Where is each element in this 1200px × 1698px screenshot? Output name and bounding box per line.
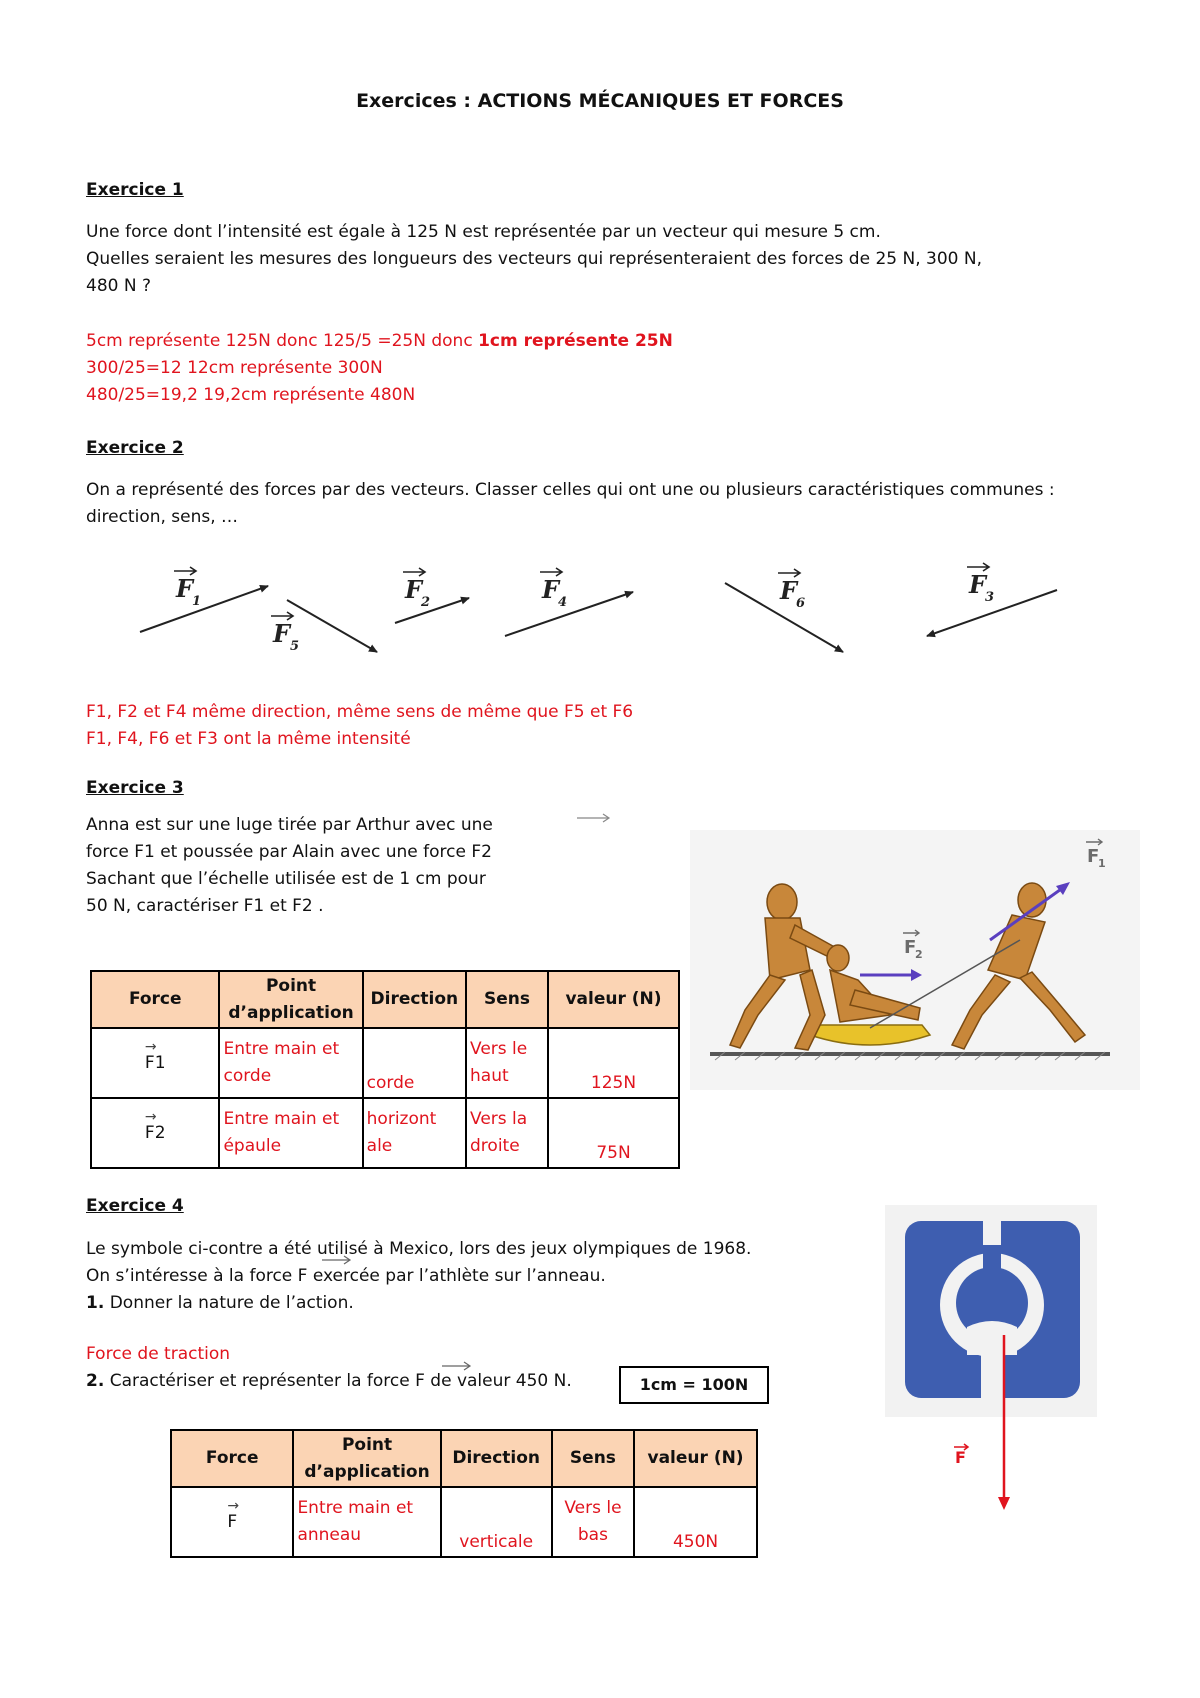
question-text: Caractériser et représenter la force F de valeur 450 N. [109,1371,572,1391]
exercise-1-text-line: 480 N ? [86,276,151,296]
exercise-2-answer-line: F1, F2 et F4 même direction, même sens de même que F5 et F6 [86,702,634,722]
exercise-2-answer-line: F1, F4, F6 et F3 ont la même intensité [86,729,411,749]
label-f5 [271,612,299,654]
olympic-pictogram [885,1205,1105,1515]
vector-f4 [505,592,633,636]
table-row [171,1487,757,1557]
exercise-3-text-line: Anna est sur une luge tirée par Arthur avec une [86,815,493,835]
page-title: Exercices : ACTIONS MÉCANIQUES ET FORCES [356,90,844,112]
exercise-4-answer: Force de traction [86,1344,231,1364]
exercise-3-text-line: Sachant que l’échelle utilisée est de 1 cm pour [86,869,486,889]
table-header: Sens [466,971,548,1028]
direction-cell: corde [363,1028,466,1098]
svg-text:F: F [542,575,560,604]
sens-cell: Vers le haut [466,1028,548,1098]
exercise-2-heading: Exercice 2 [86,438,184,458]
table-header: Sens [552,1430,634,1487]
svg-text:F: F [969,570,987,599]
sens-cell: Vers le bas [552,1487,634,1557]
label-f6 [778,569,805,611]
vector-arrow-icon [320,1254,360,1266]
svg-text:F: F [1087,846,1100,867]
figure-label-f [954,1444,968,1467]
valeur-cell: 450N [634,1487,757,1557]
table-header: Point d’application [293,1430,440,1487]
svg-text:F: F [780,576,798,605]
force-cell [91,1098,219,1168]
table-header: Direction [363,971,466,1028]
table-header: valeur (N) [548,971,679,1028]
exercise-1-answer-line: 480/25=19,2 19,2cm représente 480N [86,385,416,405]
vector-f1 [140,586,268,632]
table-header: Direction [441,1430,552,1487]
svg-text:1: 1 [1098,857,1106,870]
table-row [91,1028,679,1098]
exercise-2-text-line: On a représenté des forces par des vecteurs. Classer celles qui ont une ou plusieurs caractéristiques communes : [86,480,1055,500]
exercise-4-text-line: Le symbole ci-contre a été utilisé à Mexico, lors des jeux olympiques de 1968. [86,1239,752,1259]
label-f3 [967,563,994,605]
svg-text:5: 5 [290,639,300,654]
table-header: Force [91,971,219,1028]
question-number: 2. [86,1371,105,1391]
svg-text:F: F [405,575,423,604]
exercise-2-text-line: direction, sens, … [86,507,239,527]
sens-cell: Vers la droite [466,1098,548,1168]
svg-text:1: 1 [192,594,202,609]
exercise-4-question-2 [86,1368,572,1395]
question-text: Donner la nature de l’action. [109,1293,354,1313]
vector-arrow-icon [575,812,615,824]
svg-text:2: 2 [915,948,923,961]
valeur-cell: 75N [548,1098,679,1168]
question-number: 1. [86,1293,105,1313]
vector-arrow-icon [440,1360,480,1372]
exercise-3-text-line: force F1 et poussée par Alain avec une force F2 [86,842,492,862]
table-row [91,1098,679,1168]
exercise-4-heading: Exercice 4 [86,1196,184,1216]
exercise-1-heading: Exercice 1 [86,180,184,200]
exercise-1-text-line: Quelles seraient les mesures des longueurs des vecteurs qui représenteraient des forces de 25 N, 300 N, [86,249,982,269]
table-header: Point d’application [219,971,362,1028]
sled-illustration [690,830,1140,1090]
direction-cell: horizont ale [363,1098,466,1168]
table-header: Force [171,1430,293,1487]
force-cell [91,1028,219,1098]
scale-box: 1cm = 100N [619,1366,769,1404]
exercise-4-table [170,1429,758,1558]
exercise-1-answer-line [86,328,673,355]
svg-text:2: 2 [421,595,431,610]
label-f1 [174,567,201,609]
svg-text:F: F [904,937,917,958]
force-cell [171,1487,293,1557]
force-label: → F2 [145,1120,166,1147]
answer-text: 5cm représente 125N donc 125/5 =25N donc [86,331,479,351]
svg-text:3: 3 [985,590,995,605]
exercise-1-answer-line: 300/25=12 12cm représente 300N [86,358,383,378]
svg-text:6: 6 [796,596,806,611]
label-f4 [540,568,567,610]
svg-text:F: F [273,619,291,648]
svg-text:4: 4 [558,595,568,610]
svg-text:F: F [176,574,194,603]
exercise-4-question-1 [86,1290,354,1317]
point-cell: Entre main et épaule [219,1098,362,1168]
vector-f5 [287,600,377,652]
point-cell: Entre main et corde [219,1028,362,1098]
force-label: → F [227,1509,237,1536]
answer-emphasis: 1cm représente 25N [478,331,673,351]
exercise-4-text-line: On s’intéresse à la force F exercée par l’athlète sur l’anneau. [86,1266,606,1286]
valeur-cell: 125N [548,1028,679,1098]
force-vectors-figure [0,555,1200,665]
exercise-3-heading: Exercice 3 [86,778,184,798]
point-cell: Entre main et anneau [293,1487,440,1557]
exercise-1-text-line: Une force dont l’intensité est égale à 125 N est représentée par un vecteur qui mesure 5 cm. [86,222,881,242]
force-label: → F1 [145,1050,166,1077]
svg-text:F: F [955,1448,966,1467]
exercise-3-text-line: 50 N, caractériser F1 et F2 . [86,896,324,916]
direction-cell: verticale [441,1487,552,1557]
table-header: valeur (N) [634,1430,757,1487]
exercise-3-table [90,970,680,1169]
label-f2 [403,568,430,610]
